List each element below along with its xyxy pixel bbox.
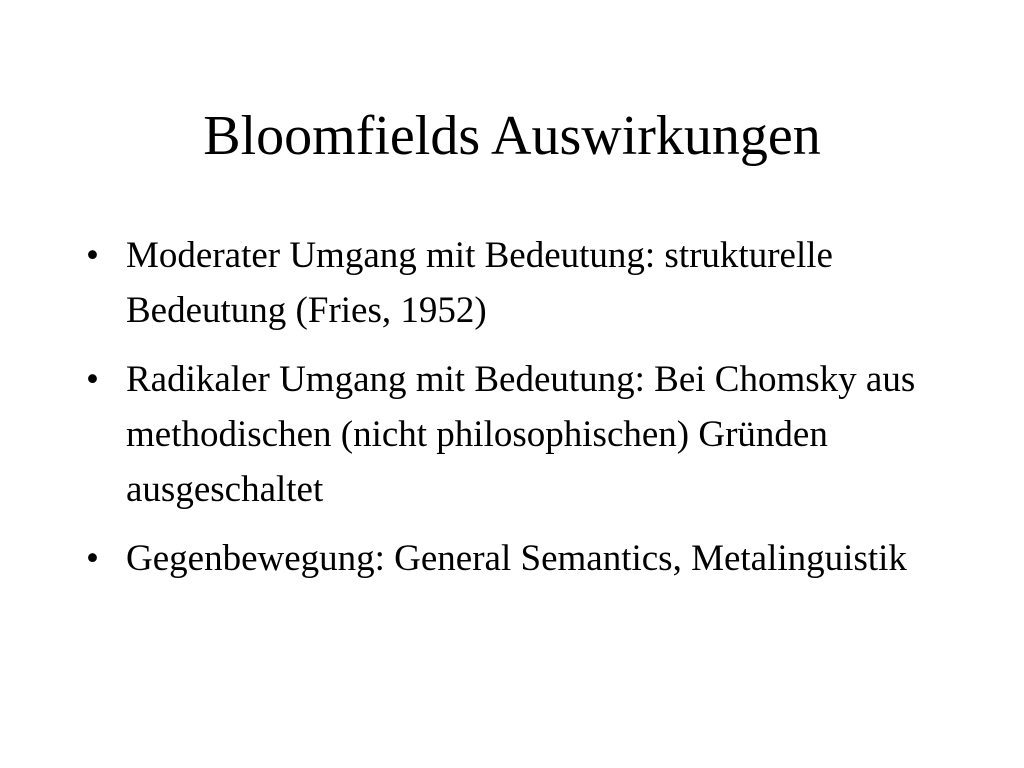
bullet-text: Radikaler Umgang mit Bedeutung: Bei Chomsky aus methodischen (nicht philosophischen) Gründen ausgeschaltet [126,359,916,510]
bullet-text: Gegenbewegung: General Semantics, Metalinguistik [126,538,907,579]
list-item [82,228,962,338]
bullet-icon: • [86,359,99,400]
bullet-icon: • [86,538,99,579]
bullet-icon: • [86,235,99,276]
list-item [82,531,962,586]
bullet-text: Moderater Umgang mit Bedeutung: strukturelle Bedeutung (Fries, 1952) [126,235,833,331]
list-item [82,352,962,517]
bullet-list [82,228,962,600]
slide-title: Bloomfields Auswirkungen [203,105,821,167]
